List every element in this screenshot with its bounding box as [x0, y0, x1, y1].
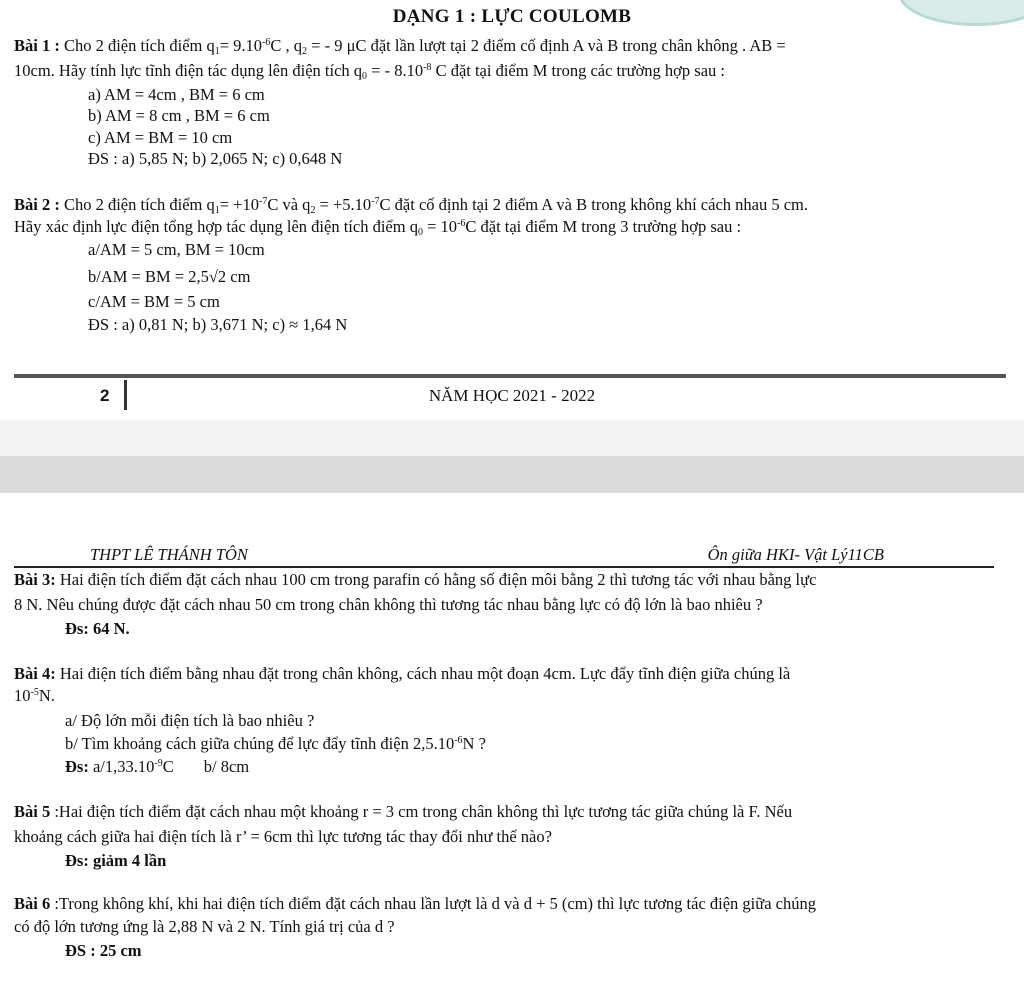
bai5-answer: Đs: giảm 4 lần: [65, 851, 167, 870]
footer-rule: [14, 374, 1006, 378]
bai2-case-b: b/AM = BM = 2,5√2 cm: [88, 267, 251, 286]
bai4-answer: Đs: $a/1,33.10^{-9}C$ b/ 8cm: [65, 757, 250, 776]
bai6-line2: có độ lớn tương ứng là 2,88 N và 2 N. Tính giá trị của d ?: [14, 917, 395, 936]
bai1-case-a: a) AM = 4cm , BM = 6 cm: [88, 85, 265, 104]
header-rule: [14, 566, 994, 568]
bai4-question-a: a/ Độ lớn mỗi điện tích là bao nhiêu ?: [65, 711, 315, 730]
bai5-line1: Bài 5 :Hai điện tích điểm đặt cách nhau một khoảng r = 3 cm trong chân không thì lực tương tác giữa chúng là F. Nếu: [14, 802, 793, 821]
bai6-line1: Bài 6 :Trong không khí, khi hai điện tích điểm đặt cách nhau lần lượt là d và d + 5 (cm) thì lực tương tác điện giữa chúng: [14, 894, 816, 913]
page-number: 2: [100, 386, 110, 405]
bai4-question-b: b/ Tìm khoảng cách giữa chúng để lực đẩy tĩnh điện $2,5.10^{-6}N$ ?: [65, 734, 486, 753]
header-school: THPT LÊ THÁNH TÔN: [90, 545, 248, 564]
bai3-line1: Bài 3: Hai điện tích điểm đặt cách nhau 100 cm trong parafin có hằng số điện môi bằng 2 thì tương tác với nhau bằng lực: [14, 570, 817, 589]
page-title: DẠNG 1 : LỰC COULOMB: [392, 6, 632, 27]
bai2-case-c: c/AM = BM = 5 cm: [88, 292, 220, 311]
bai2-answer: ĐS : a) 0,81 N; b) 3,671 N; c) ≈ 1,64 N: [88, 315, 348, 334]
bai1-line2: 10cm. Hãy tính lực tĩnh điện tác dụng lên điện tích $q_0$ = - $8.10^{-8}$ C đặt tại điểm M trong các trường hợp sau :: [14, 61, 725, 82]
bai3-answer: Đs: 64 N.: [65, 619, 130, 638]
bai4-line1: Bài 4: Hai điện tích điểm bằng nhau đặt trong chân không, cách nhau một đoạn 4cm. Lực đẩy tĩnh điện giữa chúng là: [14, 664, 791, 683]
bai1-answer: ĐS : a) 5,85 N; b) 2,065 N; c) 0,648 N: [88, 149, 343, 168]
bai6-answer: ĐS : 25 cm: [65, 941, 142, 960]
header-subject: Ôn giữa HKI- Vật Lý11CB: [707, 545, 884, 564]
bai5-line2: khoảng cách giữa hai điện tích là r’ = 6cm thì lực tương tác thay đổi như thế nào?: [14, 827, 552, 846]
bai4-line2: $10^{-5}N$.: [14, 686, 55, 705]
bai2-case-a: a/AM = 5 cm, BM = 10cm: [88, 240, 265, 259]
bai2-line2: Hãy xác định lực điện tổng hợp tác dụng lên điện tích điểm $q_0 = 10^{-6}C$ đặt tại điểm M trong 3 trường hợp sau :: [14, 217, 742, 238]
bai1-case-b: b) AM = 8 cm , BM = 6 cm: [88, 106, 270, 125]
bai2-line1: Bài 2 : Cho 2 điện tích điểm $q_1= +10^{-7}C$ và $q_2 = +5.10^{-7}C$ đặt cố định tại 2 điểm A và B trong không khí cách nhau 5 cm.: [14, 195, 808, 216]
school-year: NĂM HỌC 2021 - 2022: [428, 386, 596, 405]
bai1-line1: Bài 1 : Cho 2 điện tích điểm $q_1= 9.10^{-6}C$ , $q_2$ = - 9 μC đặt lần lượt tại 2 điểm cố định A và B trong chân không . AB =: [14, 36, 786, 57]
bai1-case-c: c) AM = BM = 10 cm: [88, 128, 233, 147]
page-gap: [0, 456, 1024, 493]
bai3-line2: 8 N. Nêu chúng được đặt cách nhau 50 cm trong chân không thì tương tác nhau bằng lực có độ lớn là bao nhiêu ?: [14, 595, 763, 614]
page-gap-light: [0, 420, 1024, 456]
